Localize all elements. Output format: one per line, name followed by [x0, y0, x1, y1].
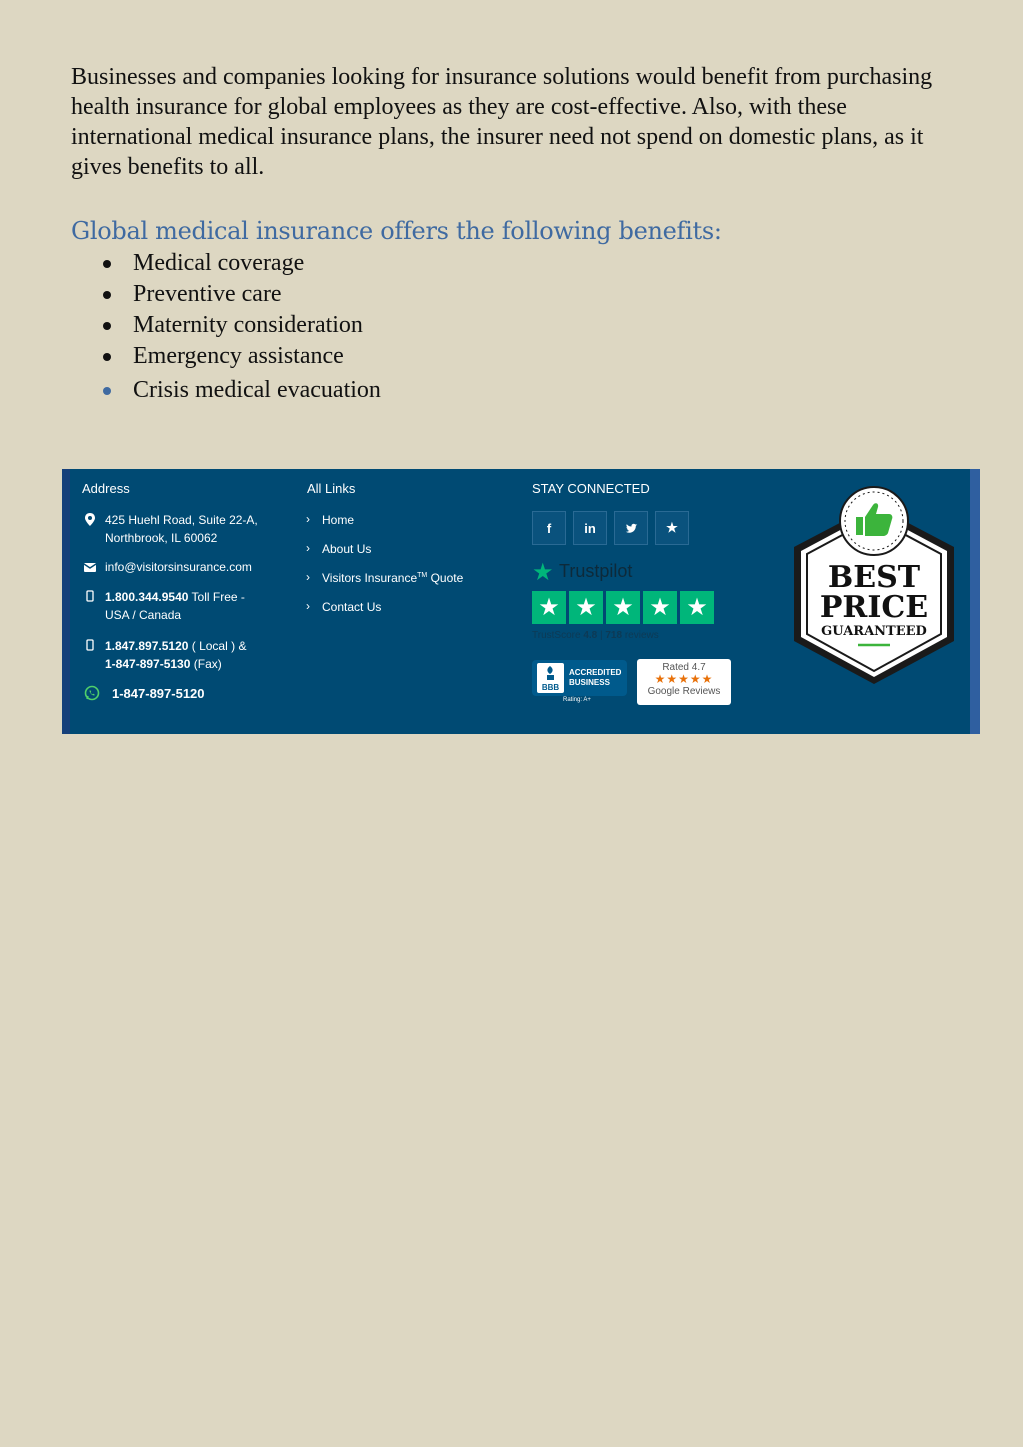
tollfree-number: 1.800.344.9540 [105, 590, 189, 604]
intro-paragraph: Businesses and companies looking for insurance solutions would benefit from purchasing health insurance for global employees as they are cost-effective. Also, with these international medical insurance plans, the insurer need not spend on domestic plans, as it gives benefits to all. [71, 64, 933, 180]
trustscore-value: 4.8 [583, 630, 598, 641]
list-item [133, 248, 381, 279]
badge-best-text: BEST [827, 560, 921, 595]
social-title: STAY CONNECTED [532, 481, 650, 496]
envelope-icon [83, 559, 97, 575]
footer-link-label: Visitors Insurance [322, 571, 418, 585]
benefits-list [133, 248, 381, 406]
footer-link-label: Home [322, 513, 355, 527]
bbb-logo-text: BBB [541, 683, 560, 692]
bbb-torch-icon [537, 663, 564, 693]
rating-star-icon: ★ [606, 591, 640, 624]
google-reviews-label: Google Reviews [647, 686, 721, 697]
bbb-logo-icon [537, 663, 564, 693]
chevron-right-icon: › [306, 599, 310, 613]
chevron-right-icon: › [306, 541, 310, 555]
address-street [105, 511, 258, 547]
twitter-bird-icon [625, 522, 638, 535]
tollfree-phone[interactable] [105, 588, 245, 624]
badge-price-text: PRICE [819, 590, 929, 625]
list-item-text: Emergency assistance [133, 343, 344, 369]
footer-link-about[interactable] [306, 541, 372, 556]
list-item [133, 279, 381, 310]
rating-star-icon: ★ [643, 591, 677, 624]
address-title: Address [82, 481, 130, 496]
bbb-business-text: BUSINESS [569, 678, 610, 687]
rating-star-icon: ★ [680, 591, 714, 624]
footer-link-label-suffix: Quote [427, 571, 464, 585]
fax-suffix: (Fax) [190, 657, 222, 671]
trustpilot-star-icon: ★ [532, 559, 554, 586]
trustpilot-score [532, 630, 659, 641]
bullet-icon [103, 353, 111, 361]
bullet-icon [103, 322, 111, 330]
list-item-text: Preventive care [133, 281, 282, 307]
bullet-icon [103, 387, 111, 395]
trustpilot-logo[interactable]: Trustpilot [559, 561, 633, 581]
google-rated-text: Rated 4.7 [662, 662, 706, 673]
list-item [133, 310, 381, 341]
bullet-icon [103, 260, 111, 268]
chevron-right-icon: › [306, 512, 310, 526]
facebook-icon[interactable]: f [532, 511, 566, 545]
list-item [133, 341, 381, 372]
twitter-icon[interactable] [614, 511, 648, 545]
site-footer [62, 469, 980, 734]
whatsapp-link[interactable] [112, 685, 205, 703]
trustpilot-rating-stars [532, 591, 714, 624]
review-count: 718 [605, 630, 623, 641]
trustscore-label: TrustScore [532, 630, 584, 641]
map-pin-icon [83, 512, 97, 528]
bbb-badge[interactable] [532, 660, 627, 696]
fax-number: 1-847-897-5130 [105, 657, 191, 671]
local-suffix: ( Local ) & [188, 639, 247, 653]
tollfree-region: USA / Canada [105, 608, 182, 622]
google-stars: ★★★★★ [654, 672, 714, 686]
footer-link-label: About Us [322, 542, 372, 556]
google-reviews-badge[interactable] [637, 659, 731, 705]
bbb-accredited-text: ACCREDITED [569, 668, 622, 677]
trustscore-separator: | [597, 630, 606, 641]
rating-star-icon: ★ [532, 591, 566, 624]
review-label: reviews [622, 630, 659, 641]
footer-link-contact[interactable] [306, 599, 382, 614]
best-price-guaranteed-badge [788, 483, 960, 688]
list-item-text: Medical coverage [133, 250, 305, 276]
badge-guaranteed-text: GUARANTEED [821, 624, 927, 639]
list-item-text: Maternity consideration [133, 312, 363, 338]
local-phone[interactable] [105, 637, 246, 673]
footer-right-edge [970, 469, 980, 734]
list-item-text: Crisis medical evacuation [133, 377, 381, 403]
street-line2: Northbrook, IL 60062 [105, 531, 218, 545]
whatsapp-number: 1-847-897-5120 [112, 686, 205, 701]
list-item [133, 375, 381, 406]
mobile-phone-icon [83, 589, 97, 605]
footer-link-home[interactable] [306, 512, 355, 527]
linkedin-icon[interactable]: in [573, 511, 607, 545]
mobile-phone-icon [83, 638, 97, 654]
tollfree-suffix: Toll Free - [188, 590, 245, 604]
benefits-heading: Global medical insurance offers the following benefits: [71, 217, 722, 245]
whatsapp-icon [84, 685, 100, 701]
star-icon[interactable]: ★ [655, 511, 689, 545]
trademark-mark: TM [417, 572, 428, 579]
footer-link-label: Contact Us [322, 600, 382, 614]
footer-link-quote[interactable] [306, 570, 464, 585]
bullet-icon [103, 291, 111, 299]
street-line1: 425 Huehl Road, Suite 22-A, [105, 513, 258, 527]
chevron-right-icon: › [306, 570, 310, 584]
local-number: 1.847.897.5120 [105, 639, 189, 653]
links-title: All Links [307, 481, 356, 496]
footer-left-edge [62, 469, 70, 734]
email-text: info@visitorsinsurance.com [105, 560, 252, 574]
bbb-rating: Rating: A+ [563, 697, 591, 703]
rating-star-icon: ★ [569, 591, 603, 624]
email-link[interactable] [105, 558, 252, 576]
